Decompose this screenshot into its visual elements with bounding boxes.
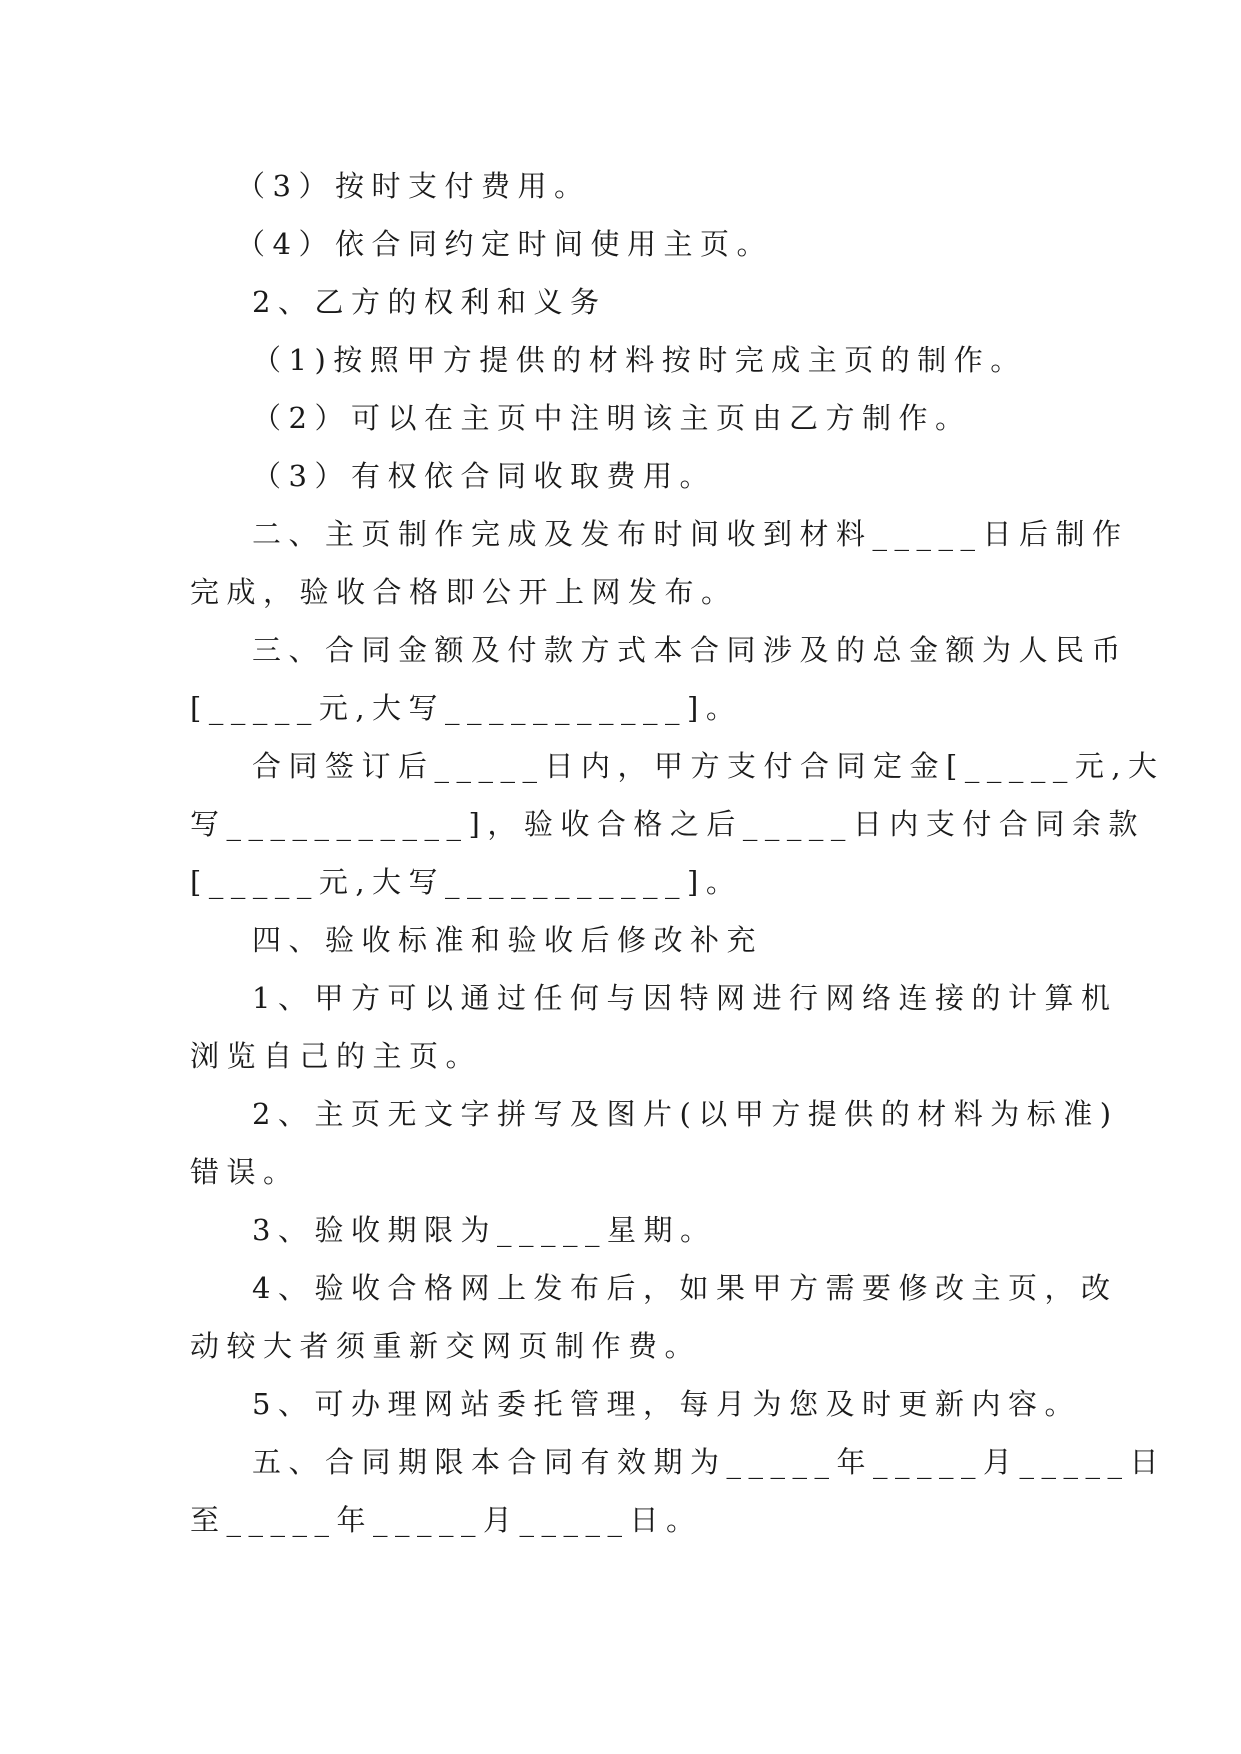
paragraph-line: （3）有权依合同收取费用。 — [252, 459, 716, 493]
paragraph-line: （3）按时支付费用。 — [236, 169, 591, 203]
paragraph-line: [_____元,大写___________]。 — [190, 691, 743, 725]
paragraph-line: 4、验收合格网上发布后，如果甲方需要修改主页，改 — [252, 1271, 1118, 1305]
paragraph-line: 动较大者须重新交网页制作费。 — [190, 1329, 702, 1363]
paragraph-line: 五、合同期限本合同有效期为_____年_____月_____日 — [252, 1445, 1167, 1479]
paragraph-line: 2、乙方的权利和义务 — [252, 285, 607, 319]
paragraph-line: （2）可以在主页中注明该主页由乙方制作。 — [252, 401, 972, 435]
paragraph-line: 写___________]，验收合格之后_____日内支付合同余款 — [190, 807, 1145, 841]
paragraph-line: 至_____年_____月_____日。 — [190, 1503, 703, 1537]
paragraph-line: 合同签订后_____日内，甲方支付合同定金[_____元,大 — [252, 749, 1165, 783]
paragraph-line: [_____元,大写___________]。 — [190, 865, 743, 899]
paragraph-line: 二、主页制作完成及发布时间收到材料_____日后制作 — [252, 517, 1129, 551]
paragraph-line: 四、验收标准和验收后修改补充 — [252, 923, 764, 957]
paragraph-line: 1、甲方可以通过任何与因特网进行网络连接的计算机 — [252, 981, 1118, 1015]
paragraph-line: （4）依合同约定时间使用主页。 — [236, 227, 773, 261]
paragraph-line: 完成，验收合格即公开上网发布。 — [190, 575, 738, 609]
paragraph-line: 5、可办理网站委托管理，每月为您及时更新内容。 — [252, 1387, 1081, 1421]
paragraph-line: 浏览自己的主页。 — [190, 1039, 483, 1073]
paragraph-line: 3、验收期限为_____星期。 — [252, 1213, 717, 1247]
paragraph-line: 2、主页无文字拼写及图片(以甲方提供的材料为标准) — [252, 1097, 1119, 1131]
paragraph-line: 三、合同金额及付款方式本合同涉及的总金额为人民币 — [252, 633, 1129, 667]
paragraph-line: 错误。 — [190, 1155, 300, 1189]
paragraph-line: （1)按照甲方提供的材料按时完成主页的制作。 — [252, 343, 1027, 377]
